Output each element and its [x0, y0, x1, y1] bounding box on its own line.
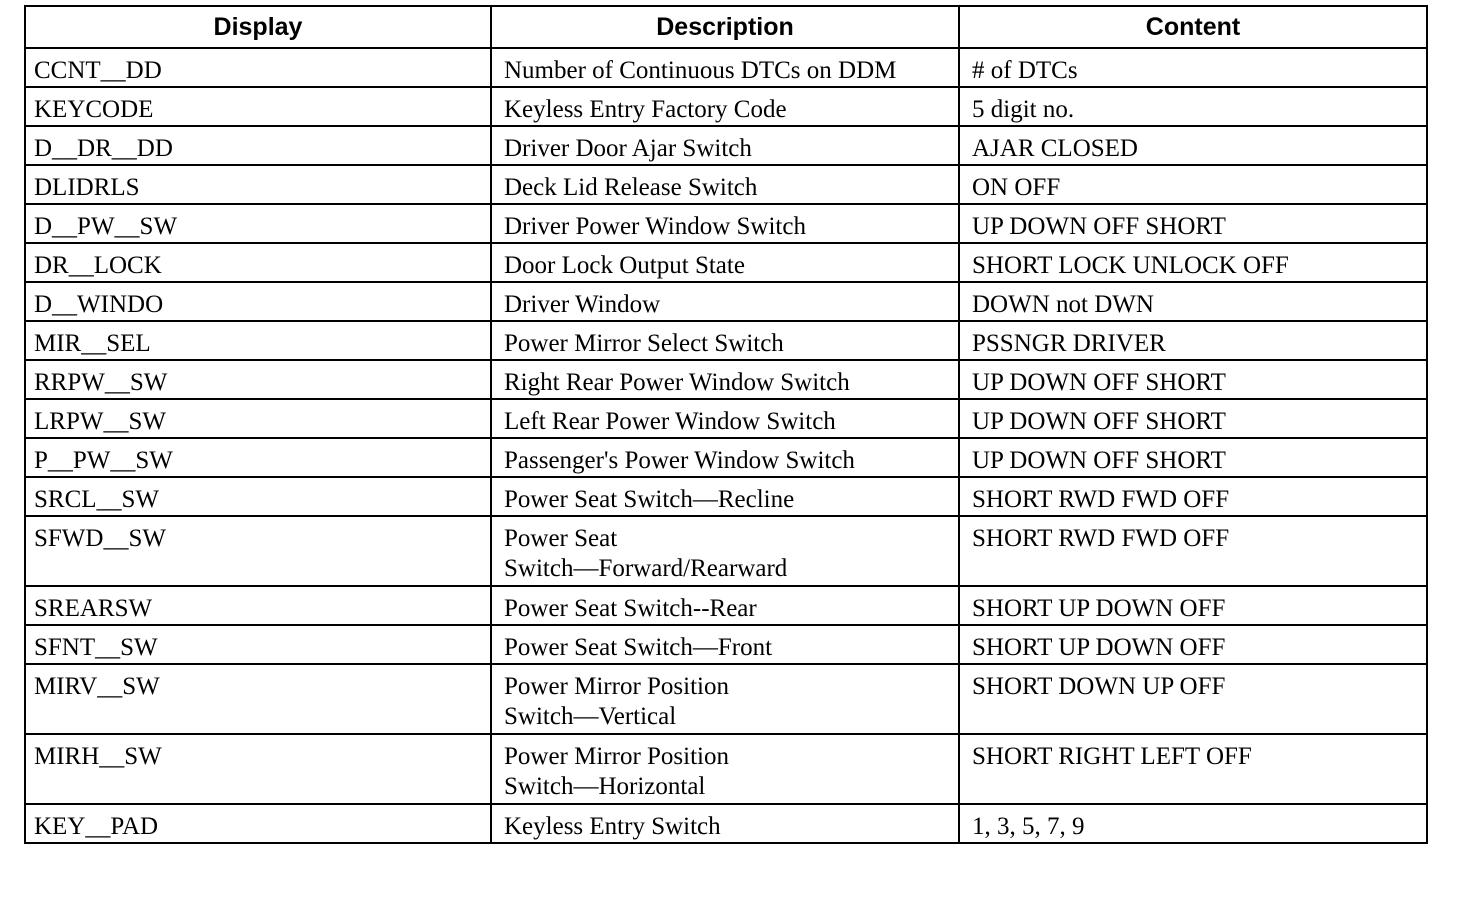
table-row [25, 87, 1427, 126]
header-description: Description [491, 6, 959, 48]
table-row [25, 586, 1427, 625]
display-cell: MIR__SEL [25, 321, 491, 360]
table-row [25, 399, 1427, 438]
description-line: Passenger's Power Window Switch [504, 447, 855, 474]
display-cell: KEYCODE [25, 87, 491, 126]
dtc-display-table [24, 5, 1428, 844]
content-cell: UP DOWN OFF SHORT [959, 204, 1427, 243]
description-line: Right Rear Power Window Switch [504, 369, 850, 396]
content-cell: DOWN not DWN [959, 282, 1427, 321]
content-cell: # of DTCs [959, 48, 1427, 87]
display-cell: MIRH__SW [25, 734, 491, 804]
content-cell: UP DOWN OFF SHORT [959, 399, 1427, 438]
table-row [25, 516, 1427, 586]
content-cell: PSSNGR DRIVER [959, 321, 1427, 360]
description-cell [491, 399, 959, 438]
description-line: Number of Continuous DTCs on DDM [504, 57, 897, 84]
description-cell [491, 165, 959, 204]
header-row [25, 6, 1427, 48]
description-line: Keyless Entry Factory Code [504, 96, 787, 123]
description-cell [491, 804, 959, 843]
display-cell: DLIDRLS [25, 165, 491, 204]
table-row [25, 477, 1427, 516]
display-cell: KEY__PAD [25, 804, 491, 843]
display-cell: CCNT__DD [25, 48, 491, 87]
table-row [25, 438, 1427, 477]
table-row [25, 625, 1427, 664]
table-row [25, 243, 1427, 282]
description-cell [491, 477, 959, 516]
description-cell [491, 204, 959, 243]
description-cell [491, 625, 959, 664]
display-cell: SRCL__SW [25, 477, 491, 516]
description-cell [491, 664, 959, 734]
display-cell: SFNT__SW [25, 625, 491, 664]
table-row [25, 204, 1427, 243]
description-cell [491, 321, 959, 360]
description-cell [491, 516, 959, 586]
content-cell: 1, 3, 5, 7, 9 [959, 804, 1427, 843]
description-line: Keyless Entry Switch [504, 813, 721, 840]
description-line: Switch—Horizontal [504, 773, 706, 800]
description-line: Power Seat Switch—Front [504, 634, 773, 661]
display-cell: MIRV__SW [25, 664, 491, 734]
content-cell: SHORT RWD FWD OFF [959, 516, 1427, 586]
table-row [25, 321, 1427, 360]
description-line: Power Mirror Position [504, 673, 729, 700]
description-cell [491, 586, 959, 625]
description-cell [491, 48, 959, 87]
content-cell: SHORT UP DOWN OFF [959, 586, 1427, 625]
table-row [25, 804, 1427, 843]
description-cell [491, 243, 959, 282]
display-cell: DR__LOCK [25, 243, 491, 282]
description-cell [491, 126, 959, 165]
table-row [25, 734, 1427, 804]
header-content: Content [959, 6, 1427, 48]
description-line: Switch—Forward/Rearward [504, 555, 788, 582]
content-cell: SHORT DOWN UP OFF [959, 664, 1427, 734]
description-line: Power Mirror Select Switch [504, 330, 784, 357]
display-cell: P__PW__SW [25, 438, 491, 477]
display-cell: LRPW__SW [25, 399, 491, 438]
description-cell [491, 87, 959, 126]
description-line: Deck Lid Release Switch [504, 174, 758, 201]
description-line: Driver Window [504, 291, 661, 318]
content-cell: SHORT UP DOWN OFF [959, 625, 1427, 664]
table-row [25, 664, 1427, 734]
description-cell [491, 438, 959, 477]
content-cell: ON OFF [959, 165, 1427, 204]
description-cell [491, 360, 959, 399]
table-row [25, 48, 1427, 87]
description-line: Power Seat Switch—Recline [504, 486, 795, 513]
description-line: Power Seat [504, 525, 618, 552]
display-cell: SREARSW [25, 586, 491, 625]
content-cell: UP DOWN OFF SHORT [959, 438, 1427, 477]
table-row [25, 165, 1427, 204]
description-line: Driver Door Ajar Switch [504, 135, 752, 162]
display-cell: D__WINDO [25, 282, 491, 321]
display-cell: D__PW__SW [25, 204, 491, 243]
table-row [25, 126, 1427, 165]
content-cell: SHORT LOCK UNLOCK OFF [959, 243, 1427, 282]
description-line: Door Lock Output State [504, 252, 745, 279]
header-display: Display [25, 6, 491, 48]
description-cell [491, 734, 959, 804]
description-line: Power Mirror Position [504, 743, 729, 770]
content-cell: 5 digit no. [959, 87, 1427, 126]
content-cell: AJAR CLOSED [959, 126, 1427, 165]
content-cell: UP DOWN OFF SHORT [959, 360, 1427, 399]
content-cell: SHORT RWD FWD OFF [959, 477, 1427, 516]
description-line: Driver Power Window Switch [504, 213, 806, 240]
display-cell: RRPW__SW [25, 360, 491, 399]
display-cell: D__DR__DD [25, 126, 491, 165]
table-row [25, 282, 1427, 321]
description-line: Left Rear Power Window Switch [504, 408, 836, 435]
table-row [25, 360, 1427, 399]
description-cell [491, 282, 959, 321]
description-line: Switch—Vertical [504, 703, 677, 730]
display-cell: SFWD__SW [25, 516, 491, 586]
content-cell: SHORT RIGHT LEFT OFF [959, 734, 1427, 804]
description-line: Power Seat Switch--Rear [504, 595, 757, 622]
